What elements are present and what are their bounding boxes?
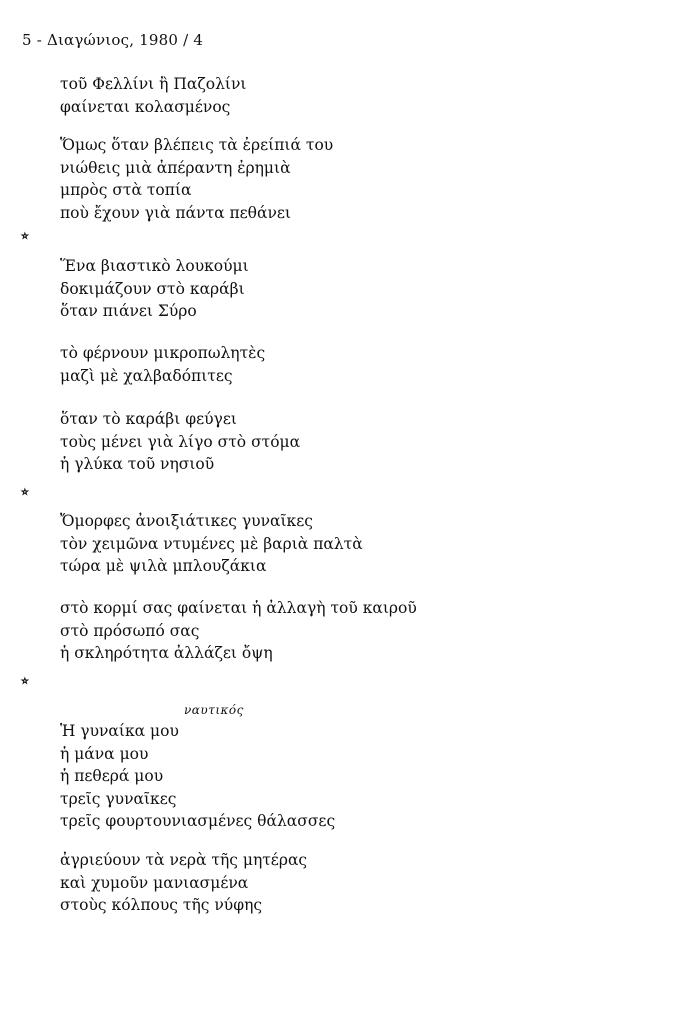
verse-line: στοὺς κόλπους τῆς νύφης (60, 896, 263, 914)
verse-line: νιώθεις μιὰ ἀπέραντη ἐρημιὰ (60, 158, 291, 177)
verse-line: τὸ φέρνουν μικροπωλητὲς (60, 344, 266, 362)
verse-line: Ὄμορφες ἀνοιξιάτικες γυναῖκες (60, 512, 313, 530)
stanza-4 (60, 342, 265, 387)
verse-line: Ὅμως ὅταν βλέπεις τὰ ἐρείπιά του (60, 136, 334, 154)
stanza-9 (60, 849, 307, 917)
verse-line: μπρὸς στὰ τοπία (60, 181, 192, 199)
page-header: 5 - Διαγώνιος, 1980 / 4 (22, 31, 204, 49)
verse-line: τοὺς μένει γιὰ λίγο στὸ στόμα (60, 432, 301, 451)
verse-line: ἡ μάνα μου (60, 744, 149, 763)
stanza-7 (60, 597, 417, 665)
stanza-3 (60, 255, 249, 323)
verse-line: ἡ γλύκα τοῦ νησιοῦ (60, 455, 215, 473)
stanza-6 (60, 510, 363, 578)
verse-line: φαίνεται κολασμένος (60, 97, 231, 116)
stanza-1 (60, 73, 246, 118)
stanza-5 (60, 408, 300, 476)
verse-line: στὸ κορμί σας φαίνεται ἡ ἀλλαγὴ τοῦ καιροῦ (60, 599, 417, 617)
verse-line: τρεῖς γυναῖκες (60, 789, 177, 808)
verse-line: Ἡ γυναίκα μου (60, 722, 179, 740)
verse-line: τρεῖς φουρτουνιασμένες θάλασσες (60, 812, 336, 830)
verse-line: τώρα μὲ ψιλὰ μπλουζάκια (60, 557, 267, 575)
stanza-8 (60, 720, 335, 833)
verse-line: τὸν χειμῶνα ντυμένες μὲ βαριὰ παλτὰ (60, 534, 363, 553)
star-separator-icon: ⭒ (20, 481, 30, 502)
verse-line: τοῦ Φελλίνι ἢ Παζολίνι (60, 75, 247, 93)
verse-line: ἡ σκληρότητα ἀλλάζει ὄψη (60, 644, 273, 662)
verse-line: καὶ χυμοῦν μανιασμένα (60, 873, 249, 892)
stanza-2 (60, 134, 333, 224)
verse-line: ὅταν πιάνει Σύρο (60, 302, 197, 320)
star-separator-icon: ⭒ (20, 670, 30, 691)
verse-line: ἡ πεθερά μου (60, 767, 164, 785)
verse-line: Ἕνα βιαστικὸ λουκούμι (60, 257, 249, 275)
poem-subtitle: ναυτικός (184, 703, 244, 717)
verse-line: ποὺ ἔχουν γιὰ πάντα πεθάνει (60, 203, 292, 222)
verse-line: στὸ πρόσωπό σας (60, 621, 200, 640)
verse-line: ἀγριεύουν τὰ νερὰ τῆς μητέρας (60, 851, 308, 869)
verse-line: μαζὶ μὲ χαλβαδόπιτες (60, 366, 233, 385)
verse-line: ὅταν τὸ καράβι φεύγει (60, 410, 237, 428)
verse-line: δοκιμάζουν στὸ καράβι (60, 279, 245, 298)
star-separator-icon: ⭒ (20, 225, 30, 246)
